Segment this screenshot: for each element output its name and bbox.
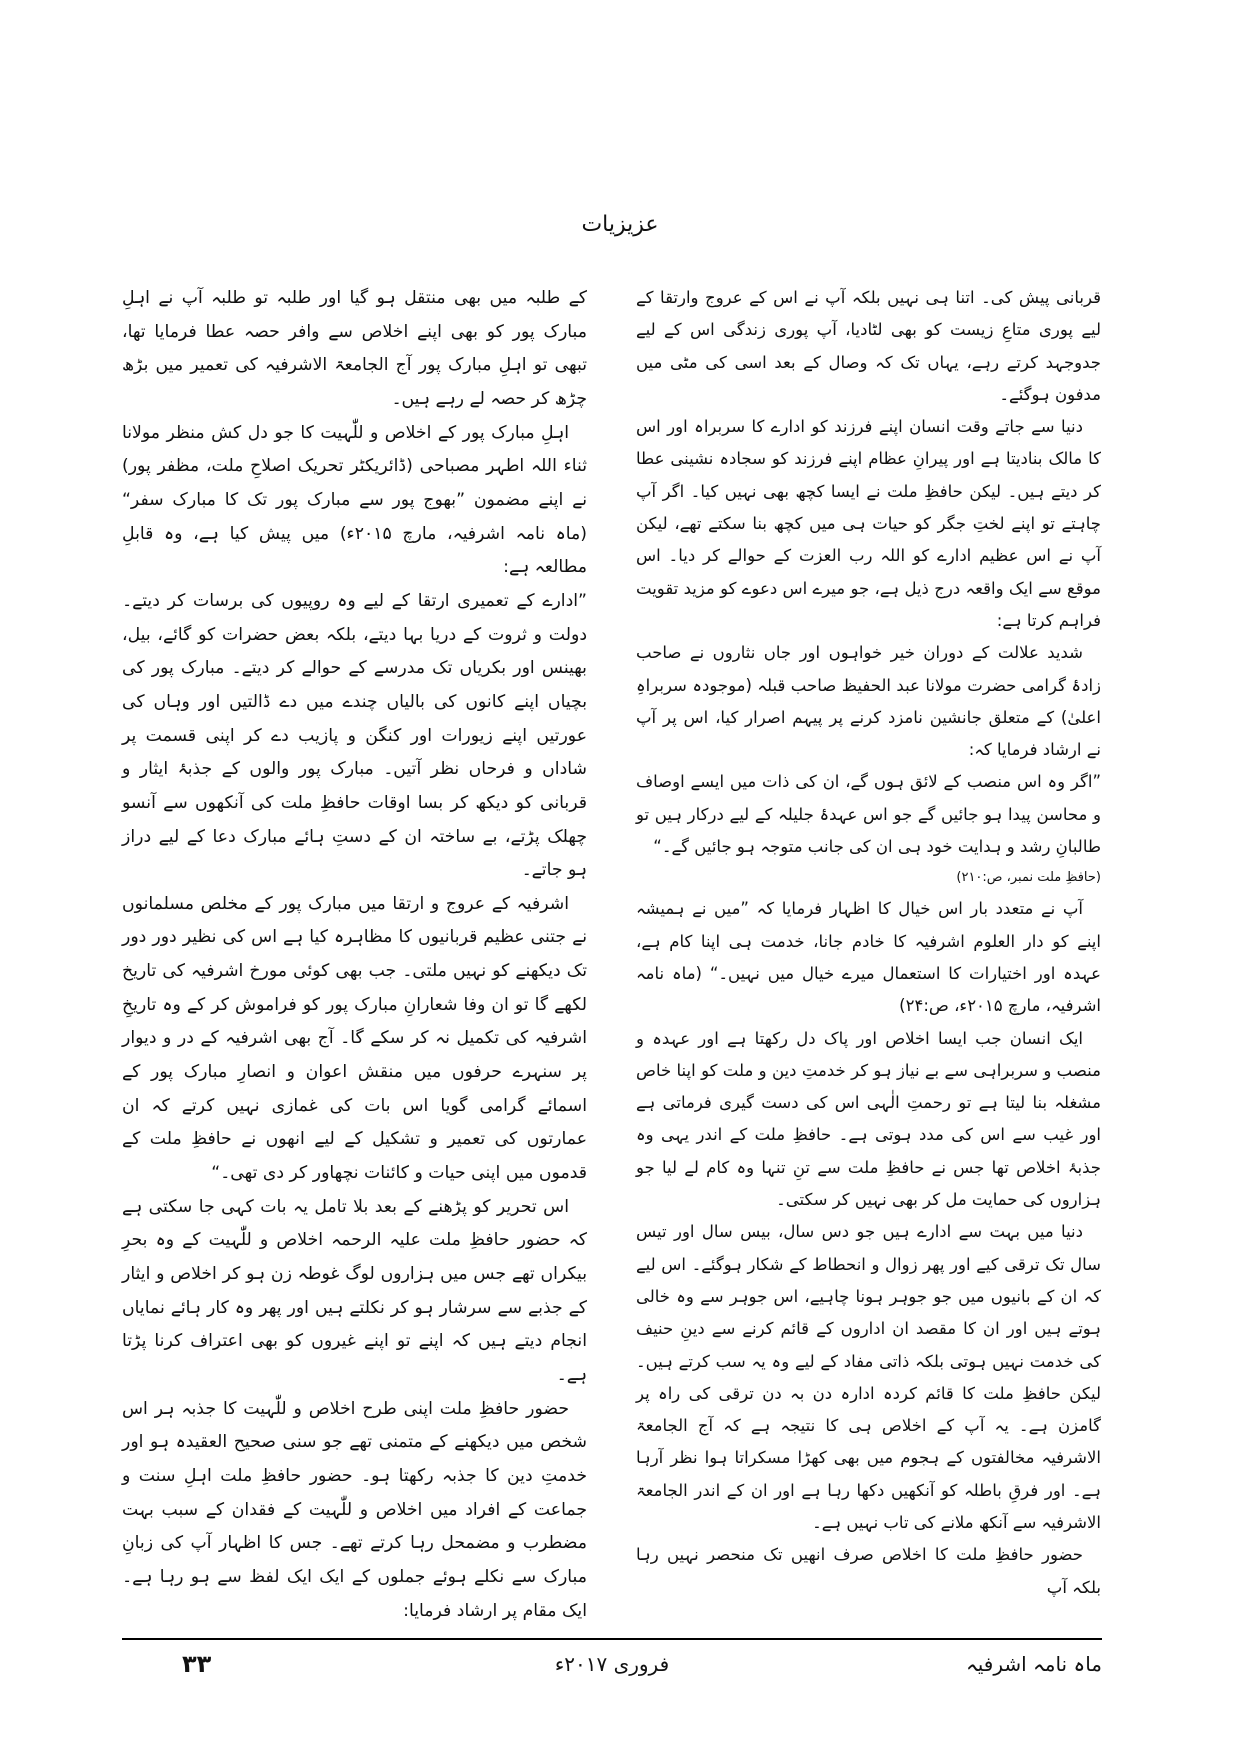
quote-paragraph: ”اگر وہ اس منصب کے لائق ہوں گے، ان کی ذات میں ایسے اوصاف و محاسن پیدا ہو جائیں گے جو اس عہدۂ جلیلہ کے لیے درکار ہیں تو طالبانِ رشد و ہدایت خود ہی ان کی جانب متوجہ ہو جائیں گے۔“ xyxy=(636,772,1101,857)
paragraph: اس تحریر کو پڑھنے کے بعد بلا تامل یہ بات کہی جا سکتی ہے کہ حضور حافظِ ملت علیہ الرحمہ اخلاص و للّٰہیت کے وہ بحرِ بیکراں تھے جس میں ہزاروں لوگ غوطہ زن ہو کر اخلاص و ایثار کے جذبے سے سرشار ہو کر نکلتے ہیں اور پھر وہ کار ہائے نمایاں انجام دیتے ہیں کہ اپنے تو اپنے غیروں کو بھی اعتراف کرنا پڑتا ہے۔ xyxy=(122,1196,587,1385)
paragraph: ایک انسان جب ایسا اخلاص اور پاک دل رکھتا ہے اور عہدہ و منصب و سربراہی سے بے نیاز ہو کر خدمتِ دین و ملت کو اپنا خاص مشغلہ بنا لیتا ہے تو رحمتِ الٰہی اس کی دست گیری فرماتی ہے اور غیب سے اس کی مدد ہوتی ہے۔ حافظِ ملت کے اندر یہی وہ جذبۂ اخلاص تھا جس نے حافظِ ملت سے تنِ تنہا وہ کام لے لیا جو ہزاروں کی حمایت مل کر بھی نہیں کر سکتی۔ xyxy=(636,1028,1101,1210)
paragraph: حضور حافظِ ملت کا اخلاص صرف انھیں تک منحصر نہیں رہا بلکہ آپ xyxy=(636,1545,1101,1597)
footer-magazine-name: ماہ نامہ اشرفیہ xyxy=(966,1652,1102,1676)
paragraph: قربانی پیش کی۔ اتنا ہی نہیں بلکہ آپ نے اس کے عروج وارتقا کے لیے پوری متاعِ زیست کو بھی لٹادیا، آپ پوری زندگی اس کے لیے جدوجہد کرتے رہے، یہاں تک کہ وصال کے بعد اسی کی مٹی میں مدفون ہوگئے۔ xyxy=(636,288,1101,404)
footer-issue-date: فروری ۲۰۱۷ء xyxy=(554,1652,670,1676)
citation: (حافظِ ملت نمبر، ص:۲۱۰) xyxy=(956,870,1101,886)
paragraph: آپ نے متعدد بار اس خیال کا اظہار فرمایا کہ ”میں نے ہمیشہ اپنے کو دار العلوم اشرفیہ کا خادم جانا، خدمت ہی اپنا کام ہے، عہدہ اور اختیارات کا استعمال میرے خیال میں نہیں۔“ (ماہ نامہ اشرفیہ، مارچ ۲۰۱۵ء، ص:۲۴) xyxy=(636,899,1101,1016)
footer-page-number: ۳۳ xyxy=(182,1650,212,1678)
paragraph: دنیا سے جاتے وقت انسان اپنے فرزند کو ادارے کا سربراہ اور اس کا مالک بنادیتا ہے اور پیرانِ عظام اپنے فرزند کو سجادہ نشینی عطا کر دیتے ہیں۔ لیکن حافظِ ملت نے ایسا کچھ بھی نہیں کیا۔ اگر آپ چاہتے تو اپنے لختِ جگر کو حیات ہی میں کچھ بنا سکتے تھے، لیکن آپ نے اس عظیم ادارے کو اللہ رب العزت کے حوالے کر دیا۔ اس موقع سے ایک واقعہ درج ذیل ہے، جو میرے اس دعوے کو مزید تقویت فراہم کرتا ہے: xyxy=(636,417,1101,630)
paragraph: اشرفیہ کے عروج و ارتقا میں مبارک پور کے مخلص مسلمانوں نے جتنی عظیم قربانیوں کا مظاہرہ کیا ہے اس کی نظیر دور دور تک دیکھنے کو نہیں ملتی۔ جب بھی کوئی مورخ اشرفیہ کی تاریخ لکھے گا تو ان وفا شعارانِ مبارک پور کو فراموش کر کے وہ تاریخِ اشرفیہ کی تکمیل نہ کر سکے گا۔ آج بھی اشرفیہ کے در و دیوار پر سنہرے حرفوں میں منقش اعوان و انصارِ مبارک پور کے اسمائے گرامی گویا اس بات کی غمازی نہیں کرتے کہ ان عمارتوں کی تعمیر و تشکیل کے لیے انھوں نے حافظِ ملت کے قدموں میں اپنی حیات و کائنات نچھاور کر دی تھی۔“ xyxy=(122,893,587,1184)
paragraph: شدید علالت کے دوران خیر خواہوں اور جاں نثاروں نے صاحب زادۂ گرامی حضرت مولانا عبد الحفیظ صاحب قبلہ (موجودہ سربراہِ اعلیٰ) کے متعلق جانشین نامزد کرنے پر پیہم اصرار کیا، اس پر آپ نے ارشاد فرمایا کہ: xyxy=(636,643,1101,760)
paragraph: کے طلبہ میں بھی منتقل ہو گیا اور طلبہ تو طلبہ آپ نے اہلِ مبارک پور کو بھی اپنے اخلاص سے وافر حصہ عطا فرمایا تھا، تبھی تو اہلِ مبارک پور آج الجامعۃ الاشرفیہ کی تعمیر میں بڑھ چڑھ کر حصہ لے رہے ہیں۔ xyxy=(122,288,587,409)
footer-rule xyxy=(122,1638,1102,1640)
paragraph: دنیا میں بہت سے ادارے ہیں جو دس سال، بیس سال اور تیس سال تک ترقی کیے اور پھر زوال و انحطاط کے شکار ہوگئے۔ اس لیے کہ ان کے بانیوں میں جو جوہر ہونا چاہیے، اس جوہر سے وہ خالی ہوتے ہیں اور ان کا مقصد ان اداروں کے قائم کرنے سے دینِ حنیف کی خدمت نہیں ہوتی بلکہ ذاتی مفاد کے لیے وہ یہ سب کرتے ہیں۔ لیکن حافظِ ملت کا قائم کردہ ادارہ دن بہ دن ترقی کی راہ پر گامزن ہے۔ یہ آپ کے اخلاص ہی کا نتیجہ ہے کہ آج الجامعۃ الاشرفیہ مخالفتوں کے ہجوم میں بھی کھڑا مسکراتا ہوا نظر آرہا ہے۔ اور فرقِ باطلہ کو آنکھیں دکھا رہا ہے اور ان کے اندر الجامعۃ الاشرفیہ سے آنکھ ملانے کی تاب نہیں ہے۔ xyxy=(636,1222,1101,1532)
paragraph: اہلِ مبارک پور کے اخلاص و للّٰہیت کا جو دل کش منظر مولانا ثناء اللہ اطہر مصباحی (ڈائریکٹر تحریک اصلاحِ ملت، مظفر پور) نے اپنے مضمون ”بھوج پور سے مبارک پور تک کا مبارک سفر“ (ماہ نامہ اشرفیہ، مارچ ۲۰۱۵ء) میں پیش کیا ہے، وہ قابلِ مطالعہ ہے: xyxy=(122,422,588,578)
quote-paragraph: ”ادارے کے تعمیری ارتقا کے لیے وہ روپیوں کی برسات کر دیتے۔ دولت و ثروت کے دریا بہا دیتے، بلکہ بعض حضرات کو گائے، بیل، بھینس اور بکریاں تک مدرسے کے حوالے کر دیتے۔ مبارک پور کی بچیاں اپنے کانوں کی بالیاں چندے میں دے ڈالتیں اور وہاں کی عورتیں اپنے زیورات اور کنگن و پازیب دے کر اپنی قسمت پر شاداں و فرحاں نظر آتیں۔ مبارک پور والوں کے جذبۂ ایثار و قربانی کو دیکھ کر بسا اوقات حافظِ ملت کی آنکھوں سے آنسو چھلک پڑتے، بے ساختہ ان کے دستِ ہائے مبارک دعا کے لیے دراز ہو جاتے۔ xyxy=(122,590,587,881)
page-footer xyxy=(122,1644,1102,1684)
page-header-title: عزیزیات xyxy=(581,212,659,237)
left-column xyxy=(122,282,587,1628)
paragraph: حضور حافظِ ملت اپنی طرح اخلاص و للّٰہیت کا جذبہ ہر اس شخص میں دیکھنے کے متمنی تھے جو سنی صحیح العقیدہ ہو اور خدمتِ دین کا جذبہ رکھتا ہو۔ حضور حافظِ ملت اہلِ سنت و جماعت کے افراد میں اخلاص و للّٰہیت کے فقدان کے سبب بہت مضطرب و مضمحل رہا کرتے تھے۔ جس کا اظہار آپ کی زبانِ مبارک سے نکلے ہوئے جملوں کے ایک ایک لفظ سے ہو رہا ہے۔ ایک مقام پر ارشاد فرمایا: xyxy=(122,1398,587,1621)
right-column xyxy=(636,282,1101,1604)
